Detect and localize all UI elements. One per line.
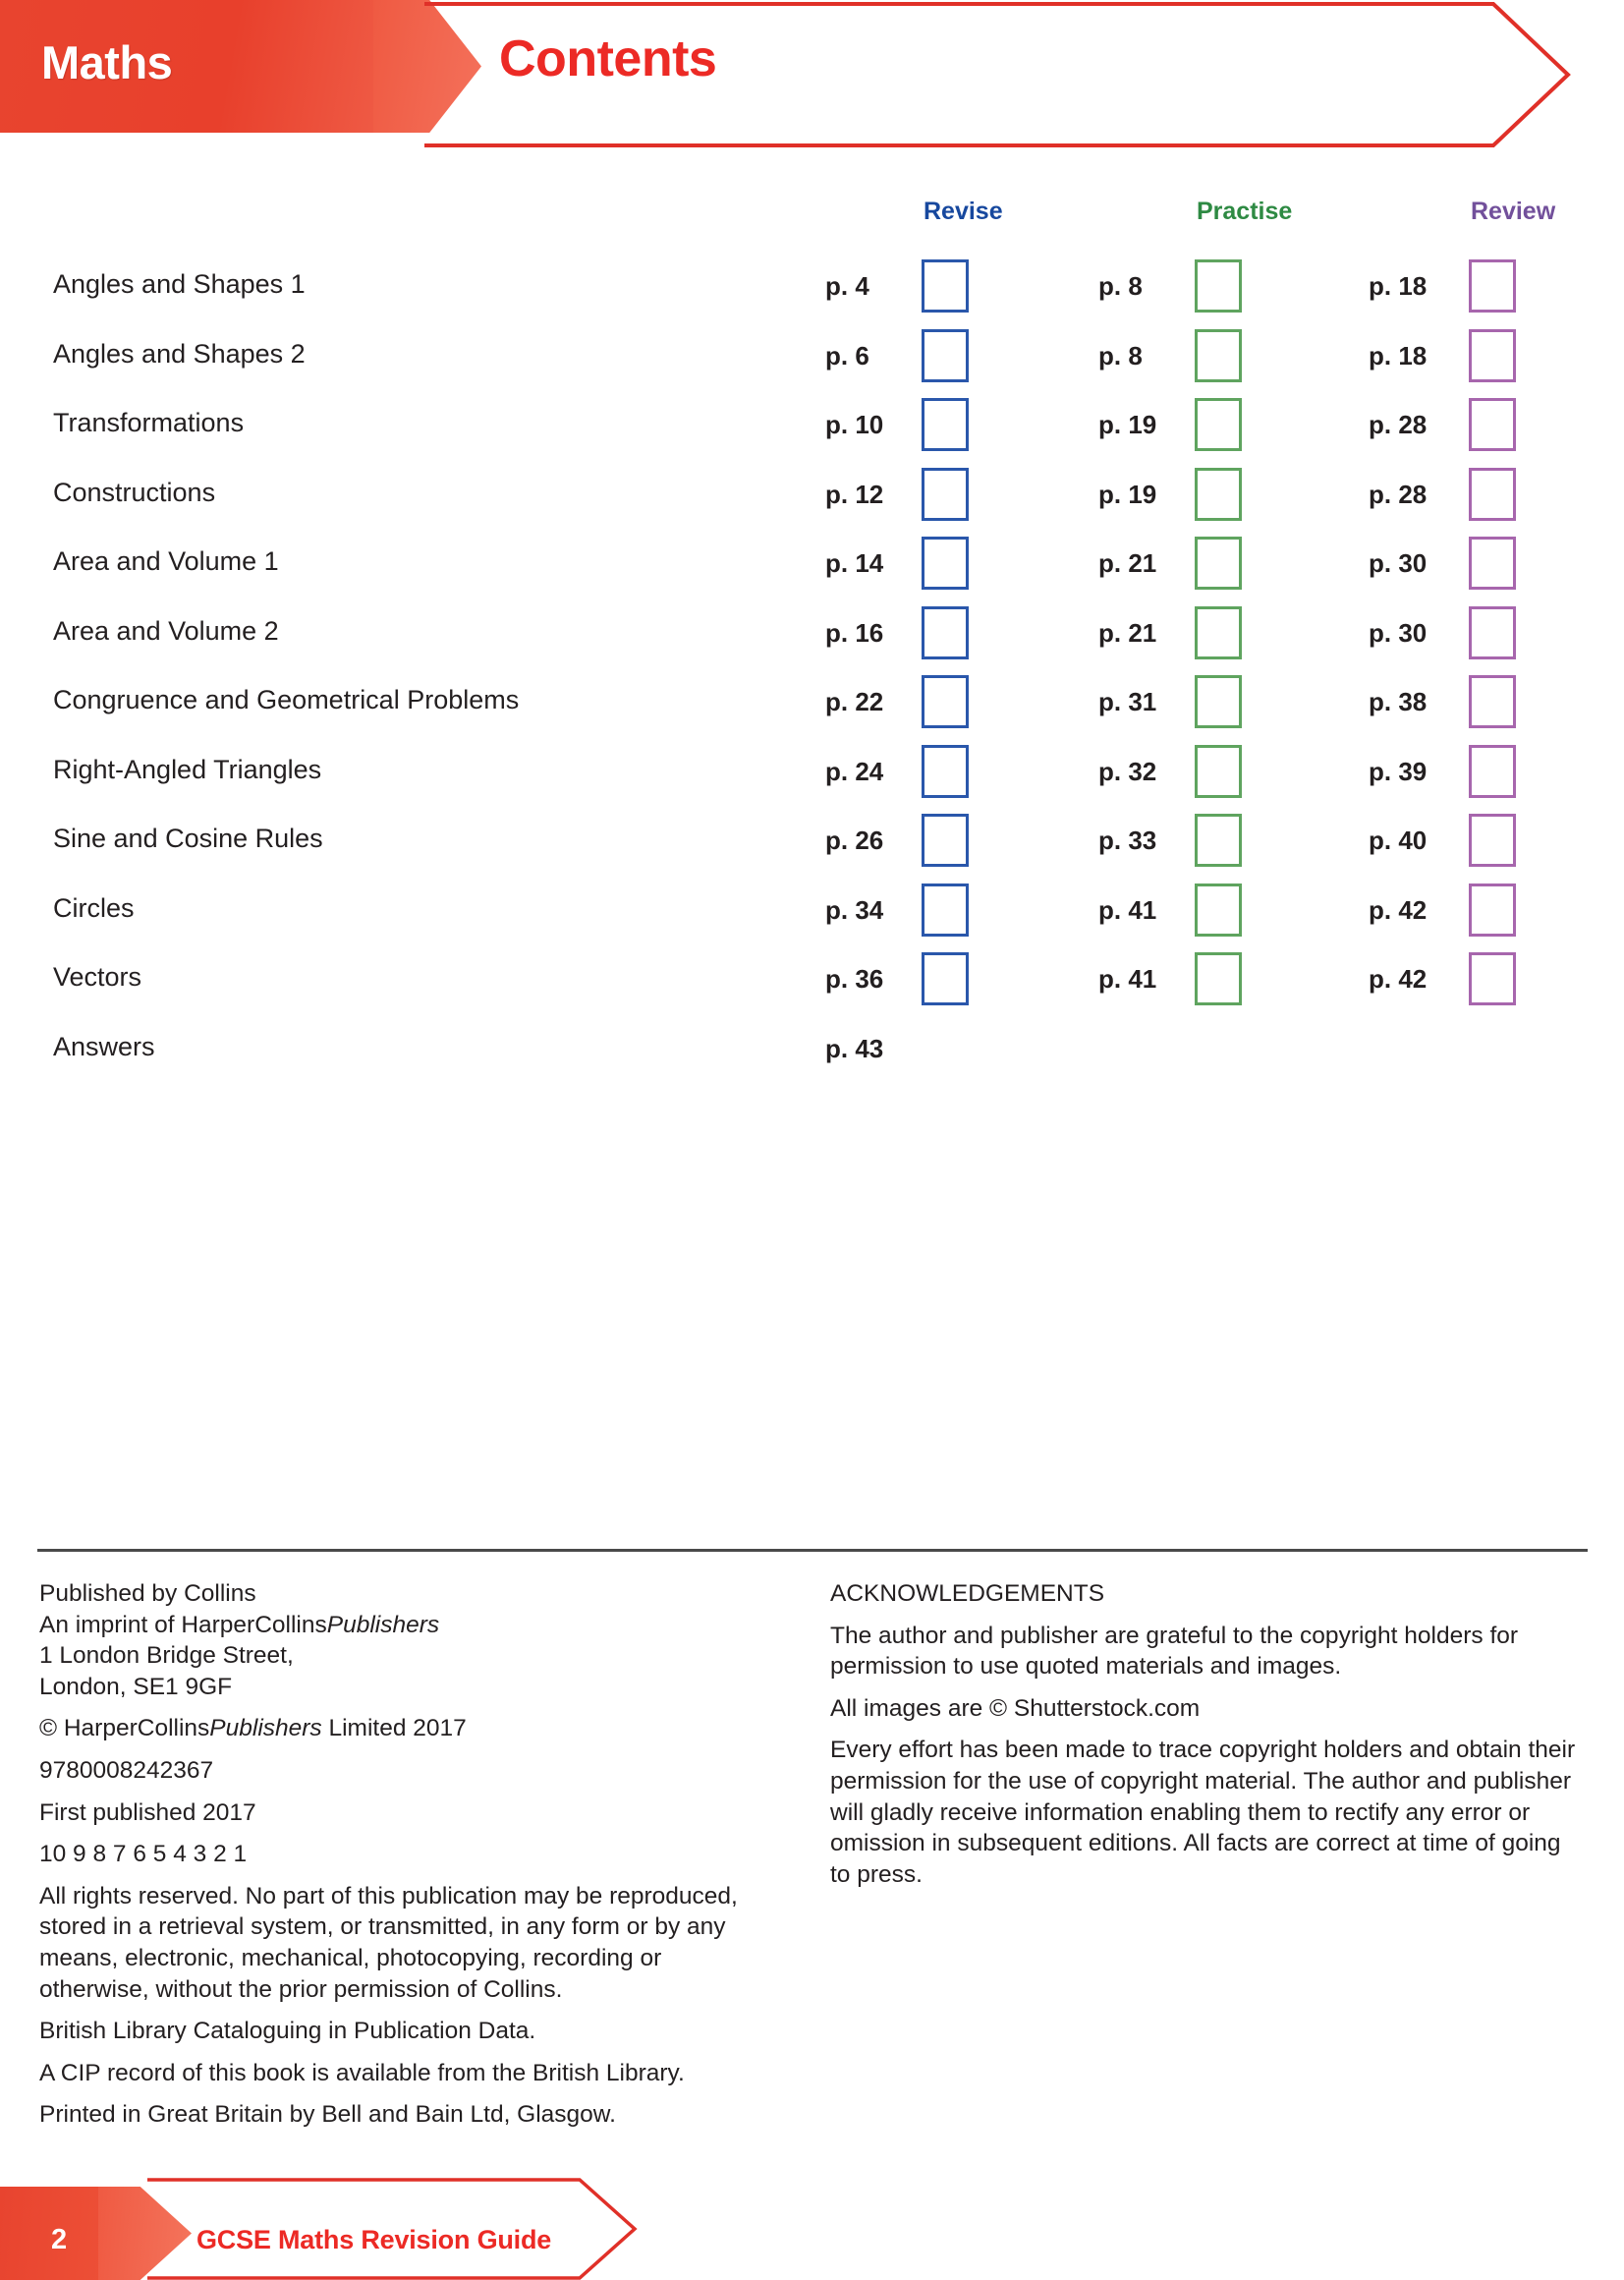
- review-page: p. 18: [1369, 271, 1428, 301]
- imprint-text: An imprint of HarperCollins: [39, 1611, 327, 1638]
- topic-title: Vectors: [53, 962, 142, 992]
- acknowledgements-paragraph-2: All images are © Shutterstock.com: [830, 1694, 1201, 1722]
- table-row: [0, 598, 1624, 668]
- review-checkbox[interactable]: [1469, 329, 1516, 382]
- practise-page: p. 19: [1098, 479, 1157, 509]
- review-checkbox[interactable]: [1469, 675, 1516, 728]
- revise-page: p. 26: [825, 826, 884, 855]
- topic-title: Circles: [53, 892, 135, 923]
- review-checkbox[interactable]: [1469, 952, 1516, 1005]
- address-line-1: 1 London Bridge Street,: [39, 1642, 294, 1670]
- copyright-prefix: © HarperCollins: [39, 1715, 210, 1742]
- practise-checkbox[interactable]: [1195, 952, 1242, 1005]
- topic-title: Angles and Shapes 1: [53, 269, 306, 299]
- practise-checkbox[interactable]: [1195, 329, 1242, 382]
- column-header-practise: Practise: [1197, 198, 1293, 225]
- contents-rows: [0, 252, 1624, 1083]
- review-page: p. 18: [1369, 340, 1428, 370]
- footer-page-number: 2: [51, 2224, 68, 2255]
- practise-page: p. 8: [1098, 340, 1143, 370]
- table-row: [0, 876, 1624, 945]
- column-header-revise: Revise: [924, 198, 1003, 225]
- revise-page: p. 24: [825, 756, 884, 786]
- page-header: [0, 0, 1624, 157]
- practise-checkbox[interactable]: [1195, 398, 1242, 451]
- practise-page: p. 21: [1098, 617, 1157, 648]
- table-row: [0, 944, 1624, 1014]
- practise-page: p. 31: [1098, 687, 1157, 716]
- review-checkbox[interactable]: [1469, 468, 1516, 521]
- table-row: [0, 390, 1624, 460]
- acknowledgements-block: [830, 1578, 1587, 1901]
- rights-paragraph: All rights reserved. No part of this publication may be reproduced, stored in a retrieval system, or transmitted, in any form or by any means, electronic, mechanical, photocopying, recording or otherwise, without the prior permission of Collins.: [39, 1882, 738, 2003]
- practise-checkbox[interactable]: [1195, 675, 1242, 728]
- revise-checkbox[interactable]: [922, 745, 969, 798]
- review-checkbox[interactable]: [1469, 537, 1516, 590]
- revise-page: p. 16: [825, 617, 884, 648]
- revise-checkbox[interactable]: [922, 952, 969, 1005]
- review-checkbox[interactable]: [1469, 814, 1516, 867]
- review-page: p. 39: [1369, 756, 1428, 786]
- revise-page: p. 34: [825, 894, 884, 925]
- topic-title: Sine and Cosine Rules: [53, 824, 323, 853]
- copyright-publishers-italic: Publishers: [209, 1715, 322, 1742]
- topic-title: Area and Volume 1: [53, 546, 279, 576]
- imprint-publishers-italic: Publishers: [326, 1611, 440, 1638]
- table-row: [0, 737, 1624, 807]
- topic-title: Right-Angled Triangles: [53, 754, 322, 784]
- header-subject-label: Maths: [41, 36, 173, 88]
- practise-checkbox[interactable]: [1195, 745, 1242, 798]
- section-divider: [37, 1549, 1588, 1552]
- practise-checkbox[interactable]: [1195, 468, 1242, 521]
- review-page: p. 42: [1369, 894, 1428, 925]
- review-checkbox[interactable]: [1469, 606, 1516, 659]
- table-row: [0, 460, 1624, 530]
- address-line-2: London, SE1 9GF: [39, 1673, 233, 1700]
- review-checkbox[interactable]: [1469, 745, 1516, 798]
- revise-checkbox[interactable]: [922, 468, 969, 521]
- copyright-suffix: Limited 2017: [321, 1715, 467, 1742]
- table-row: [0, 806, 1624, 876]
- acknowledgements-paragraph-3: Every effort has been made to trace copyright holders and obtain their permission for the use of copyright material. The author and publisher will gladly receive information enabling them to rectify any error or omission in subsequent editions. All facts are correct at time of going to press.: [830, 1737, 1576, 1888]
- cataloguing-line: British Library Cataloguing in Publication Data.: [39, 2018, 536, 2045]
- topic-title: Constructions: [53, 477, 216, 507]
- published-by-line: Published by Collins: [39, 1580, 256, 1607]
- review-page: p. 28: [1369, 410, 1428, 439]
- revise-checkbox[interactable]: [922, 537, 969, 590]
- review-checkbox[interactable]: [1469, 398, 1516, 451]
- review-page: p. 42: [1369, 964, 1428, 994]
- review-page: p. 38: [1369, 687, 1428, 716]
- colophon-block: [39, 1578, 766, 2141]
- first-published-line: First published 2017: [39, 1798, 256, 1826]
- practise-page: p. 41: [1098, 894, 1157, 925]
- review-checkbox[interactable]: [1469, 884, 1516, 937]
- table-row: [0, 1014, 1624, 1084]
- table-row: [0, 667, 1624, 737]
- topic-title: Congruence and Geometrical Problems: [53, 685, 520, 714]
- table-row: [0, 529, 1624, 598]
- copyright-line: [39, 1713, 766, 1744]
- practise-checkbox[interactable]: [1195, 537, 1242, 590]
- page-title: Contents: [499, 30, 717, 87]
- page-footer: [0, 2172, 1624, 2280]
- revise-checkbox[interactable]: [922, 814, 969, 867]
- printed-line: Printed in Great Britain by Bell and Bain Ltd, Glasgow.: [39, 2101, 616, 2129]
- practise-page: p. 21: [1098, 548, 1157, 578]
- revise-page: p. 36: [825, 964, 884, 994]
- practise-page: p. 8: [1098, 271, 1143, 301]
- practise-checkbox[interactable]: [1195, 606, 1242, 659]
- revise-page: p. 22: [825, 687, 884, 716]
- review-page: p. 40: [1369, 826, 1428, 855]
- cip-line: A CIP record of this book is available from the British Library.: [39, 2059, 685, 2086]
- practise-checkbox[interactable]: [1195, 884, 1242, 937]
- printing-numbers-line: 10 9 8 7 6 5 4 3 2 1: [39, 1841, 248, 1868]
- revise-checkbox[interactable]: [922, 606, 969, 659]
- practise-page: p. 41: [1098, 964, 1157, 994]
- review-page: p. 28: [1369, 479, 1428, 509]
- revise-page: p. 10: [825, 410, 884, 439]
- contents-column-headers: [0, 193, 1624, 236]
- topic-title: Answers: [53, 1031, 155, 1061]
- revise-checkbox[interactable]: [922, 259, 969, 313]
- revise-page: p. 6: [825, 340, 869, 370]
- table-row: [0, 252, 1624, 321]
- column-header-review: Review: [1471, 198, 1556, 225]
- table-row: [0, 321, 1624, 391]
- topic-title: Angles and Shapes 2: [53, 338, 306, 369]
- footer-guide-title: GCSE Maths Revision Guide: [196, 2225, 552, 2254]
- revise-checkbox[interactable]: [922, 884, 969, 937]
- revise-checkbox[interactable]: [922, 329, 969, 382]
- revise-checkbox[interactable]: [922, 398, 969, 451]
- acknowledgements-paragraph-1: The author and publisher are grateful to the copyright holders for permission to use quoted materials and images.: [830, 1622, 1519, 1681]
- revise-page: p. 12: [825, 479, 884, 509]
- contents-table: [0, 193, 1624, 1083]
- practise-page: p. 19: [1098, 410, 1157, 439]
- review-page: p. 30: [1369, 548, 1428, 578]
- topic-title: Transformations: [53, 408, 245, 437]
- practise-page: p. 32: [1098, 756, 1157, 786]
- practise-checkbox[interactable]: [1195, 259, 1242, 313]
- isbn-line: 9780008242367: [39, 1756, 214, 1784]
- imprint-line: [39, 1610, 766, 1641]
- acknowledgements-heading: ACKNOWLEDGEMENTS: [830, 1580, 1105, 1607]
- revise-page: p. 14: [825, 548, 884, 578]
- revise-page: p. 43: [825, 1033, 884, 1063]
- review-page: p. 30: [1369, 617, 1428, 648]
- practise-page: p. 33: [1098, 826, 1157, 855]
- review-checkbox[interactable]: [1469, 259, 1516, 313]
- revise-checkbox[interactable]: [922, 675, 969, 728]
- revise-page: p. 4: [825, 271, 869, 301]
- practise-checkbox[interactable]: [1195, 814, 1242, 867]
- topic-title: Area and Volume 2: [53, 615, 279, 646]
